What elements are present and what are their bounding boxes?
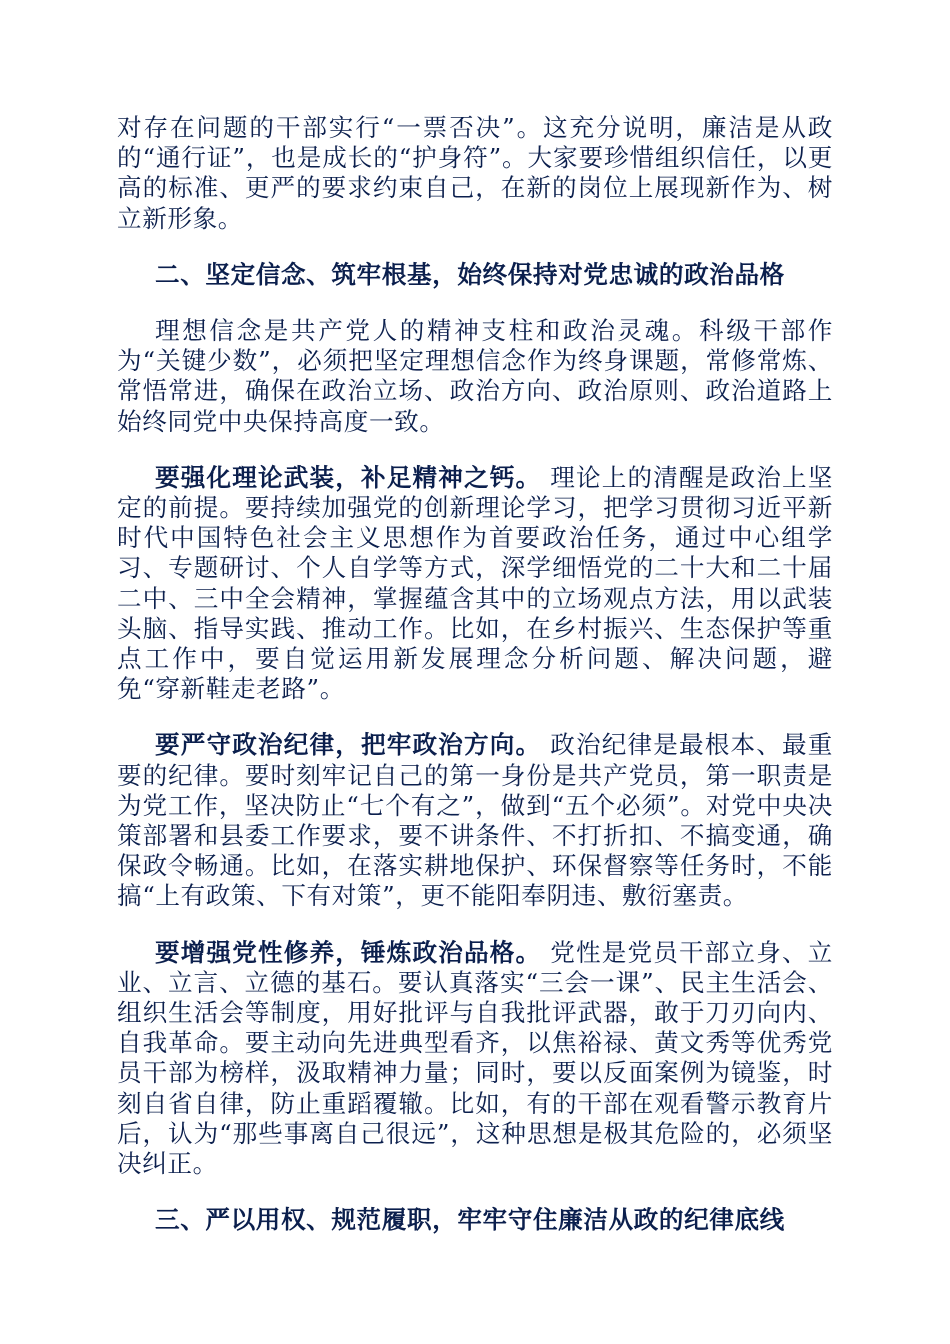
paragraph-5-lead: 要增强党性修养，锤炼政治品格。 [155, 937, 542, 967]
paragraph-1: 对存在问题的干部实行“一票否决”。这充分说明，廉洁是从政的“通行证”，也是成长的“护身符”。大家要珍惜组织信任，以更高的标准、更严的要求约束自己，在新的岗位上展现新作为、树立新形象。 [117, 113, 833, 233]
paragraph-4 [117, 730, 833, 911]
section-heading-3: 三、严以用权、规范履职，牢牢守住廉洁从政的纪律底线 [155, 1205, 785, 1235]
paragraph-4-body: 政治纪律是最根本、最重要的纪律。要时刻牢记自己的第一身份是共产党员，第一职责是为党工作，坚决防止“七个有之”，做到“五个必须”。对党中央决策部署和县委工作要求，要不讲条件、不打折扣、不搞变通，确保政令畅通。比如，在落实耕地保护、环保督察等任务时，不能搞“上有政策、下有对策”，更不能阳奉阴违、敷衍塞责。 [117, 730, 833, 911]
paragraph-5-body: 党性是党员干部立身、立业、立言、立德的基石。要认真落实“三会一课”、民主生活会、组织生活会等制度，用好批评与自我批评武器，敢于刀刃向内、自我革命。要主动向先进典型看齐，以焦裕禄、黄文秀等优秀党员干部为榜样，汲取精神力量；同时，要以反面案例为镜鉴，时刻自省自律，防止重蹈覆辙。比如，有的干部在观看警示教育片后，认为“那些事离自己很远”，这种思想是极其危险的，必须坚决纠正。 [117, 937, 833, 1179]
section-heading-2: 二、坚定信念、筑牢根基，始终保持对党忠诚的政治品格 [155, 259, 785, 289]
paragraph-4-lead: 要严守政治纪律，把牢政治方向。 [155, 730, 542, 760]
paragraph-2: 理想信念是共产党人的精神支柱和政治灵魂。科级干部作为“关键少数”，必须把坚定理想信念作为终身课题，常修常炼、常悟常进，确保在政治立场、政治方向、政治原则、政治道路上始终同党中央保持高度一致。 [117, 316, 833, 436]
document-body [117, 113, 833, 1262]
paragraph-3 [117, 463, 833, 705]
paragraph-5 [117, 938, 833, 1180]
paragraph-3-lead: 要强化理论武装，补足精神之钙。 [155, 462, 542, 492]
paragraph-3-body: 理论上的清醒是政治上坚定的前提。要持续加强党的创新理论学习，把学习贯彻习近平新时代中国特色社会主义思想作为首要政治任务，通过中心组学习、专题研讨、个人自学等方式，深学细悟党的二十大和二十届二中、三中全会精神，掌握蕴含其中的立场观点方法，用以武装头脑、指导实践、推动工作。比如，在乡村振兴、生态保护等重点工作中，要自觉运用新发展理念分析问题、解决问题，避免“穿新鞋走老路”。 [117, 462, 833, 704]
